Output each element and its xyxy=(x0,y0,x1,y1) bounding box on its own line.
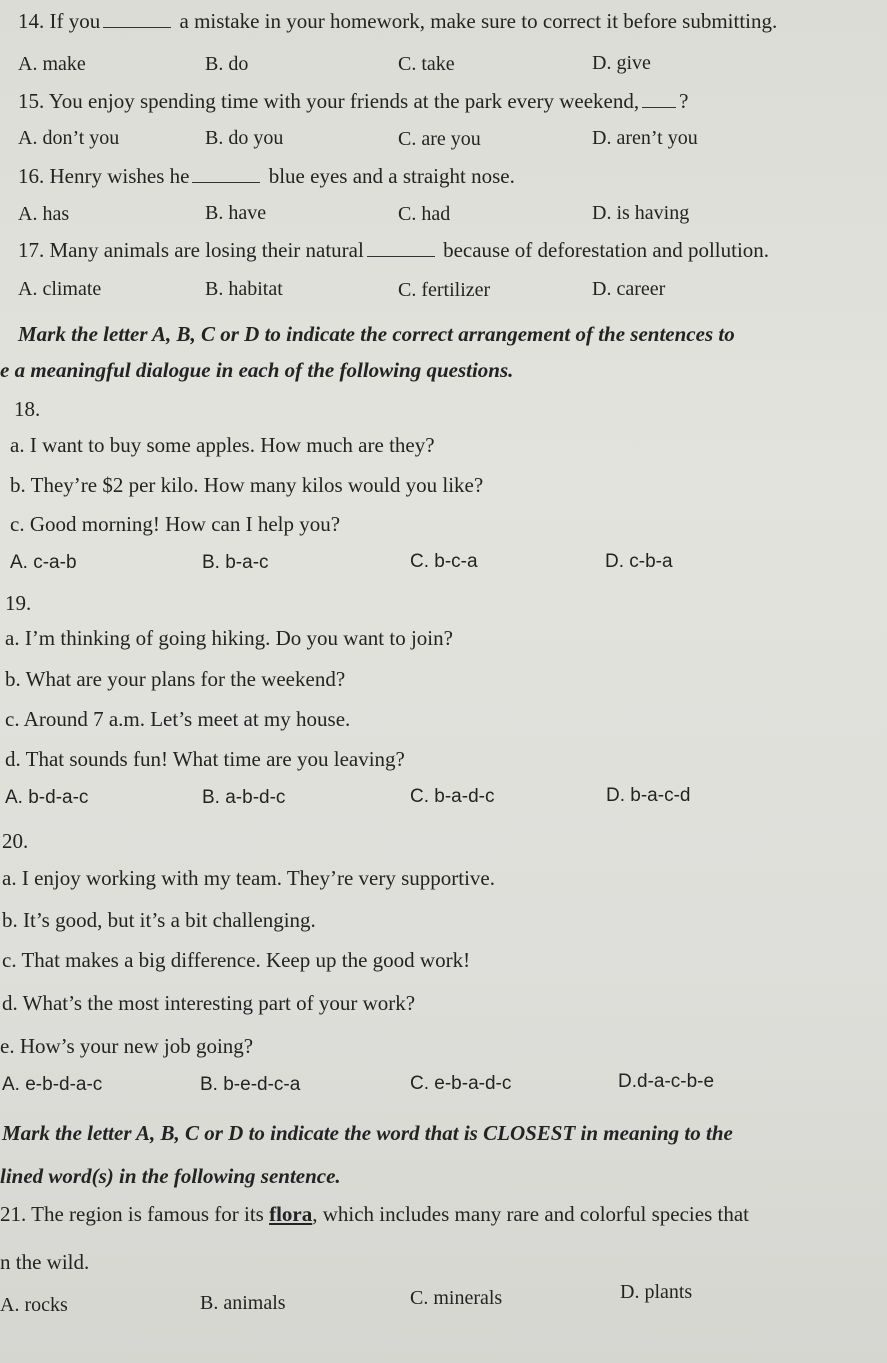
option-a: A. climate xyxy=(18,278,102,300)
question-16-suffix: blue eyes and a straight nose. xyxy=(268,164,515,188)
option-a: A. b-d-a-c xyxy=(5,787,89,808)
option-c: C. had xyxy=(398,203,451,225)
option-b: B. habitat xyxy=(205,278,283,300)
option-b: B. a-b-d-c xyxy=(202,787,286,808)
option-d: D. plants xyxy=(620,1281,693,1303)
option-a: A. rocks xyxy=(0,1294,68,1316)
question-16 xyxy=(18,163,515,189)
option-d: D.d-a-c-b-e xyxy=(618,1071,715,1092)
question-14 xyxy=(18,8,777,34)
option-b: B. b-a-c xyxy=(202,552,269,573)
option-c: C. fertilizer xyxy=(398,279,491,301)
question-15-suffix: ? xyxy=(679,89,689,113)
underlined-word: flora xyxy=(269,1202,313,1226)
option-a: A. c-a-b xyxy=(10,552,77,573)
answer-blank xyxy=(192,164,260,183)
question-15 xyxy=(18,88,688,114)
option-b: B. b-e-d-c-a xyxy=(200,1074,301,1095)
option-a: A. don’t you xyxy=(18,127,120,149)
option-d: D. c-b-a xyxy=(605,551,673,572)
answer-blank xyxy=(367,238,435,257)
question-14-prefix: 14. If you xyxy=(18,9,101,33)
option-d: D. give xyxy=(592,52,651,74)
option-d: D. aren’t you xyxy=(592,127,698,149)
option-c: C. b-a-d-c xyxy=(410,786,495,807)
option-c: C. are you xyxy=(398,128,481,150)
dialogue-line-e: e. How’s your new job going? xyxy=(0,1034,254,1058)
section-instruction-line-2: e a meaningful dialogue in each of the following questions. xyxy=(0,358,514,382)
option-c: C. minerals xyxy=(410,1287,503,1309)
option-c: C. e-b-a-d-c xyxy=(410,1073,512,1094)
dialogue-line-a: a. I want to buy some apples. How much are they? xyxy=(10,433,435,457)
option-c: C. take xyxy=(398,53,455,75)
question-21 xyxy=(0,1201,749,1227)
question-14-suffix: a mistake in your homework, make sure to correct it before submitting. xyxy=(179,9,778,33)
option-a: A. e-b-d-a-c xyxy=(2,1074,103,1095)
question-17-prefix: 17. Many animals are losing their natural xyxy=(18,238,364,262)
dialogue-line-c: c. Good morning! How can I help you? xyxy=(10,512,341,536)
option-c: C. b-c-a xyxy=(410,551,478,572)
option-a: A. make xyxy=(18,53,86,75)
option-d: D. career xyxy=(592,278,666,300)
dialogue-line-a: a. I’m thinking of going hiking. Do you want to join? xyxy=(5,626,453,650)
dialogue-line-d: d. What’s the most interesting part of your work? xyxy=(2,991,416,1015)
question-18-number: 18. xyxy=(14,397,41,421)
dialogue-line-a: a. I enjoy working with my team. They’re very supportive. xyxy=(2,866,495,890)
question-21-prefix: 21. The region is famous for its xyxy=(0,1202,264,1226)
question-21-suffix: , which includes many rare and colorful species that xyxy=(312,1202,749,1226)
question-21-continuation: n the wild. xyxy=(0,1250,90,1274)
dialogue-line-c: c. That makes a big difference. Keep up the good work! xyxy=(2,948,471,972)
option-b: B. do you xyxy=(205,127,284,149)
dialogue-line-b: b. They’re $2 per kilo. How many kilos would you like? xyxy=(10,473,484,497)
section-instruction-line-2: lined word(s) in the following sentence. xyxy=(0,1164,341,1188)
dialogue-line-c: c. Around 7 a.m. Let’s meet at my house. xyxy=(5,707,351,731)
question-16-prefix: 16. Henry wishes he xyxy=(18,164,190,188)
dialogue-line-b: b. It’s good, but it’s a bit challenging. xyxy=(2,908,316,932)
question-17 xyxy=(18,237,769,263)
question-15-prefix: 15. You enjoy spending time with your friends at the park every weekend, xyxy=(18,89,640,113)
option-a: A. has xyxy=(18,203,70,225)
question-17-suffix: because of deforestation and pollution. xyxy=(443,238,770,262)
option-d: D. is having xyxy=(592,202,690,224)
section-instruction-line-1: Mark the letter A, B, C or D to indicate the word that is CLOSEST in meaning to the xyxy=(2,1121,733,1145)
section-instruction-line-1: Mark the letter A, B, C or D to indicate the correct arrangement of the sentences to xyxy=(18,322,735,346)
question-19-number: 19. xyxy=(5,591,32,615)
option-d: D. b-a-c-d xyxy=(606,785,691,806)
question-20-number: 20. xyxy=(2,829,29,853)
dialogue-line-d: d. That sounds fun! What time are you leaving? xyxy=(5,747,405,771)
answer-blank xyxy=(103,9,171,28)
dialogue-line-b: b. What are your plans for the weekend? xyxy=(5,667,346,691)
option-b: B. do xyxy=(205,53,249,75)
answer-blank xyxy=(642,89,676,108)
option-b: B. have xyxy=(205,202,267,224)
option-b: B. animals xyxy=(200,1292,286,1314)
